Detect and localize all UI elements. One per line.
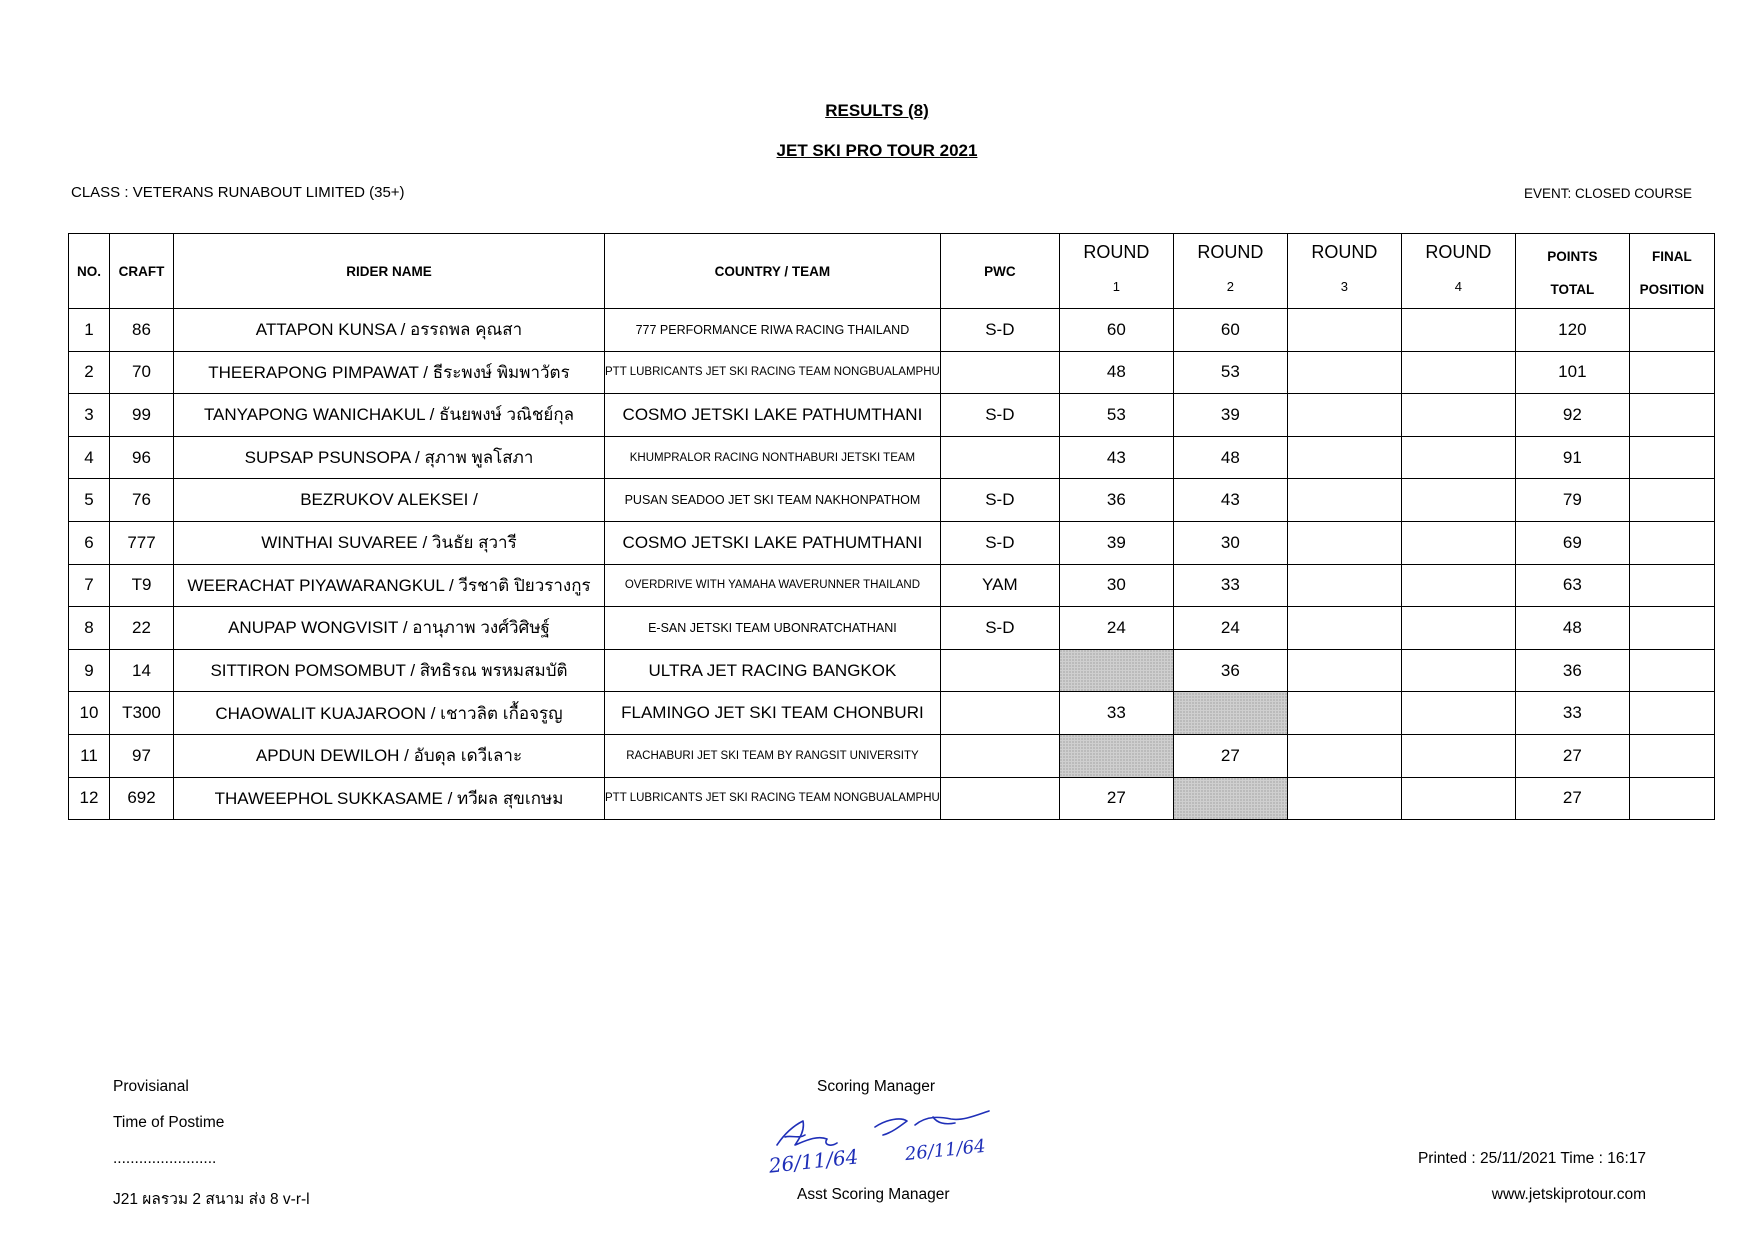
cell-round4 — [1401, 692, 1515, 735]
cell-round2: 36 — [1173, 649, 1287, 692]
cell-round1 — [1059, 649, 1173, 692]
cell-no: 2 — [69, 351, 110, 394]
cell-round2: 30 — [1173, 521, 1287, 564]
cell-round1: 60 — [1059, 309, 1173, 352]
cell-pwc — [940, 692, 1059, 735]
cell-round1: 27 — [1059, 777, 1173, 820]
cell-craft: T300 — [110, 692, 174, 735]
round-label: ROUND — [1083, 242, 1150, 262]
round-number: 2 — [1226, 279, 1234, 294]
cell-round1: 53 — [1059, 394, 1173, 437]
cell-rider-name: WEERACHAT PIYAWARANGKUL / วีรชาติ ปิยวรางกูร — [174, 564, 605, 607]
cell-round2: 43 — [1173, 479, 1287, 522]
cell-points-total: 79 — [1515, 479, 1629, 522]
cell-country-team: COSMO JETSKI LAKE PATHUMTHANI — [605, 521, 941, 564]
cell-round1: 30 — [1059, 564, 1173, 607]
results-table — [68, 233, 1715, 820]
cell-pwc: S-D — [940, 479, 1059, 522]
handwritten-signatures — [765, 1105, 1015, 1185]
cell-round3 — [1287, 692, 1401, 735]
cell-round1 — [1059, 734, 1173, 777]
col-round1-header — [1059, 234, 1173, 309]
scoring-manager-label: Scoring Manager — [817, 1078, 936, 1095]
cell-country-team: PTT LUBRICANTS JET SKI RACING TEAM NONGBUALAMPHU — [605, 351, 941, 394]
cell-round1: 24 — [1059, 607, 1173, 650]
col-team-header: COUNTRY / TEAM — [605, 234, 941, 309]
provisional-label: Provisianal — [113, 1078, 189, 1095]
cell-final-position — [1629, 777, 1714, 820]
cell-pwc — [940, 436, 1059, 479]
cell-craft: 14 — [110, 649, 174, 692]
cell-round3 — [1287, 564, 1401, 607]
cell-round4 — [1401, 734, 1515, 777]
cell-craft: 76 — [110, 479, 174, 522]
cell-round2: 27 — [1173, 734, 1287, 777]
cell-rider-name: SUPSAP PSUNSOPA / สุภาพ พูลโสภา — [174, 436, 605, 479]
table-row — [69, 309, 1715, 352]
position-label: POSITION — [1639, 282, 1705, 297]
signature-stroke-2 — [785, 1135, 805, 1137]
cell-rider-name: ANUPAP WONGVISIT / อานุภาพ วงศ์วิศิษฐ์ — [174, 607, 605, 650]
cell-round4 — [1401, 607, 1515, 650]
table-row — [69, 607, 1715, 650]
cell-country-team: FLAMINGO JET SKI TEAM CHONBURI — [605, 692, 941, 735]
cell-round3 — [1287, 607, 1401, 650]
cell-country-team: ULTRA JET RACING BANGKOK — [605, 649, 941, 692]
cell-round2: 24 — [1173, 607, 1287, 650]
col-round3-header — [1287, 234, 1401, 309]
cell-round1: 33 — [1059, 692, 1173, 735]
cell-points-total: 92 — [1515, 394, 1629, 437]
cell-pwc: YAM — [940, 564, 1059, 607]
cell-round1: 39 — [1059, 521, 1173, 564]
asst-scoring-manager-label: Asst Scoring Manager — [797, 1186, 950, 1203]
cell-final-position — [1629, 692, 1714, 735]
cell-round4 — [1401, 521, 1515, 564]
round-number: 3 — [1340, 279, 1348, 294]
signature-date-2: 26/11/64 — [903, 1135, 987, 1166]
cell-country-team: OVERDRIVE WITH YAMAHA WAVERUNNER THAILAND — [605, 564, 941, 607]
cell-round3 — [1287, 649, 1401, 692]
cell-round3 — [1287, 521, 1401, 564]
cell-craft: 22 — [110, 607, 174, 650]
table-row — [69, 351, 1715, 394]
col-rider-header: RIDER NAME — [174, 234, 605, 309]
cell-no: 7 — [69, 564, 110, 607]
postime-label: Time of Postime — [113, 1114, 225, 1131]
points-label: POINTS — [1547, 249, 1598, 264]
cell-no: 8 — [69, 607, 110, 650]
cell-round4 — [1401, 777, 1515, 820]
cell-round1: 43 — [1059, 436, 1173, 479]
cell-round2: 33 — [1173, 564, 1287, 607]
cell-round2 — [1173, 692, 1287, 735]
round-number: 1 — [1112, 279, 1120, 294]
cell-final-position — [1629, 394, 1714, 437]
cell-round4 — [1401, 564, 1515, 607]
cell-craft: 86 — [110, 309, 174, 352]
cell-rider-name: CHAOWALIT KUAJAROON / เชาวลิต เกื้อจรูญ — [174, 692, 605, 735]
cell-round3 — [1287, 394, 1401, 437]
event-label: EVENT: CLOSED COURSE — [1523, 186, 1692, 201]
cell-country-team: COSMO JETSKI LAKE PATHUMTHANI — [605, 394, 941, 437]
cell-points-total: 120 — [1515, 309, 1629, 352]
cell-craft: 692 — [110, 777, 174, 820]
cell-country-team: 777 PERFORMANCE RIWA RACING THAILAND — [605, 309, 941, 352]
col-round2-header — [1173, 234, 1287, 309]
cell-final-position — [1629, 649, 1714, 692]
cell-final-position — [1629, 564, 1714, 607]
cell-no: 4 — [69, 436, 110, 479]
cell-final-position — [1629, 351, 1714, 394]
col-final-header — [1629, 234, 1714, 309]
cell-round4 — [1401, 351, 1515, 394]
cell-country-team: RACHABURI JET SKI TEAM BY RANGSIT UNIVERSITY — [605, 734, 941, 777]
cell-round2: 53 — [1173, 351, 1287, 394]
cell-pwc: S-D — [940, 521, 1059, 564]
cell-final-position — [1629, 607, 1714, 650]
cell-rider-name: APDUN DEWILOH / อับดุล เดวีเลาะ — [174, 734, 605, 777]
table-row — [69, 692, 1715, 735]
cell-round1: 48 — [1059, 351, 1173, 394]
cell-points-total: 63 — [1515, 564, 1629, 607]
cell-no: 6 — [69, 521, 110, 564]
cell-round3 — [1287, 309, 1401, 352]
table-header-row — [69, 234, 1715, 309]
signature-stroke-1 — [777, 1121, 837, 1145]
table-row — [69, 777, 1715, 820]
cell-country-team: KHUMPRALOR RACING NONTHABURI JETSKI TEAM — [605, 436, 941, 479]
cell-pwc — [940, 777, 1059, 820]
cell-points-total: 101 — [1515, 351, 1629, 394]
cell-points-total: 33 — [1515, 692, 1629, 735]
document-code: J21 ผลรวม 2 สนาม ส่ง 8 v-r-l — [113, 1191, 310, 1208]
cell-round4 — [1401, 649, 1515, 692]
class-label: CLASS : VETERANS RUNABOUT LIMITED (35+) — [71, 184, 405, 201]
col-round4-header — [1401, 234, 1515, 309]
cell-pwc: S-D — [940, 309, 1059, 352]
cell-round3 — [1287, 479, 1401, 522]
cell-no: 11 — [69, 734, 110, 777]
cell-round1: 36 — [1059, 479, 1173, 522]
cell-final-position — [1629, 521, 1714, 564]
cell-rider-name: BEZRUKOV ALEKSEI / — [174, 479, 605, 522]
cell-final-position — [1629, 309, 1714, 352]
table-row — [69, 734, 1715, 777]
cell-rider-name: SITTIRON POMSOMBUT / สิทธิรณ พรหมสมบัติ — [174, 649, 605, 692]
col-craft-header: CRAFT — [110, 234, 174, 309]
cell-pwc — [940, 649, 1059, 692]
signature-date-1: 26/11/64 — [767, 1144, 860, 1178]
cell-points-total: 36 — [1515, 649, 1629, 692]
round-label: ROUND — [1311, 242, 1378, 262]
cell-points-total: 27 — [1515, 734, 1629, 777]
table-row — [69, 521, 1715, 564]
table-row — [69, 479, 1715, 522]
table-row — [69, 436, 1715, 479]
col-points-header — [1515, 234, 1629, 309]
cell-round2: 39 — [1173, 394, 1287, 437]
table-row — [69, 649, 1715, 692]
cell-points-total: 91 — [1515, 436, 1629, 479]
printed-timestamp: Printed : 25/11/2021 Time : 16:17 — [1417, 1150, 1646, 1167]
cell-craft: T9 — [110, 564, 174, 607]
cell-round4 — [1401, 394, 1515, 437]
cell-round4 — [1401, 479, 1515, 522]
table-row — [69, 394, 1715, 437]
cell-round2: 48 — [1173, 436, 1287, 479]
cell-rider-name: ATTAPON KUNSA / อรรถพล คุณสา — [174, 309, 605, 352]
results-body — [69, 309, 1715, 820]
event-series-title: JET SKI PRO TOUR 2021 — [776, 141, 978, 160]
postime-blank: ........................ — [113, 1150, 217, 1167]
cell-country-team: PTT LUBRICANTS JET SKI RACING TEAM NONGBUALAMPHU — [605, 777, 941, 820]
cell-craft: 777 — [110, 521, 174, 564]
cell-pwc — [940, 351, 1059, 394]
cell-round2 — [1173, 777, 1287, 820]
signature-stroke-3 — [875, 1119, 907, 1135]
cell-no: 1 — [69, 309, 110, 352]
cell-no: 10 — [69, 692, 110, 735]
cell-craft: 70 — [110, 351, 174, 394]
cell-final-position — [1629, 436, 1714, 479]
cell-craft: 97 — [110, 734, 174, 777]
round-label: ROUND — [1197, 242, 1264, 262]
cell-round3 — [1287, 734, 1401, 777]
cell-round4 — [1401, 309, 1515, 352]
cell-points-total: 27 — [1515, 777, 1629, 820]
website-url: www.jetskiprotour.com — [1491, 1186, 1646, 1203]
results-title: RESULTS (8) — [825, 101, 929, 120]
final-label: FINAL — [1651, 249, 1692, 264]
cell-no: 3 — [69, 394, 110, 437]
cell-final-position — [1629, 734, 1714, 777]
cell-country-team: E-SAN JETSKI TEAM UBONRATCHATHANI — [605, 607, 941, 650]
cell-rider-name: THAWEEPHOL SUKKASAME / ทวีผล สุขเกษม — [174, 777, 605, 820]
round-number: 4 — [1454, 279, 1462, 294]
total-label: TOTAL — [1550, 282, 1595, 297]
cell-round3 — [1287, 351, 1401, 394]
cell-round3 — [1287, 777, 1401, 820]
col-no-header: NO. — [69, 234, 110, 309]
cell-no: 5 — [69, 479, 110, 522]
cell-round4 — [1401, 436, 1515, 479]
table-row — [69, 564, 1715, 607]
cell-no: 12 — [69, 777, 110, 820]
cell-rider-name: THEERAPONG PIMPAWAT / ธีระพงษ์ พิมพาวัตร — [174, 351, 605, 394]
col-pwc-header: PWC — [940, 234, 1059, 309]
cell-country-team: PUSAN SEADOO JET SKI TEAM NAKHONPATHOM — [605, 479, 941, 522]
cell-final-position — [1629, 479, 1714, 522]
cell-pwc: S-D — [940, 607, 1059, 650]
cell-craft: 99 — [110, 394, 174, 437]
cell-rider-name: TANYAPONG WANICHAKUL / ธันยพงษ์ วณิชย์กุล — [174, 394, 605, 437]
cell-round2: 60 — [1173, 309, 1287, 352]
cell-pwc — [940, 734, 1059, 777]
cell-pwc: S-D — [940, 394, 1059, 437]
round-label: ROUND — [1425, 242, 1492, 262]
cell-rider-name: WINTHAI SUVAREE / วินธัย สุวารี — [174, 521, 605, 564]
cell-round3 — [1287, 436, 1401, 479]
cell-points-total: 69 — [1515, 521, 1629, 564]
cell-craft: 96 — [110, 436, 174, 479]
cell-points-total: 48 — [1515, 607, 1629, 650]
cell-no: 9 — [69, 649, 110, 692]
